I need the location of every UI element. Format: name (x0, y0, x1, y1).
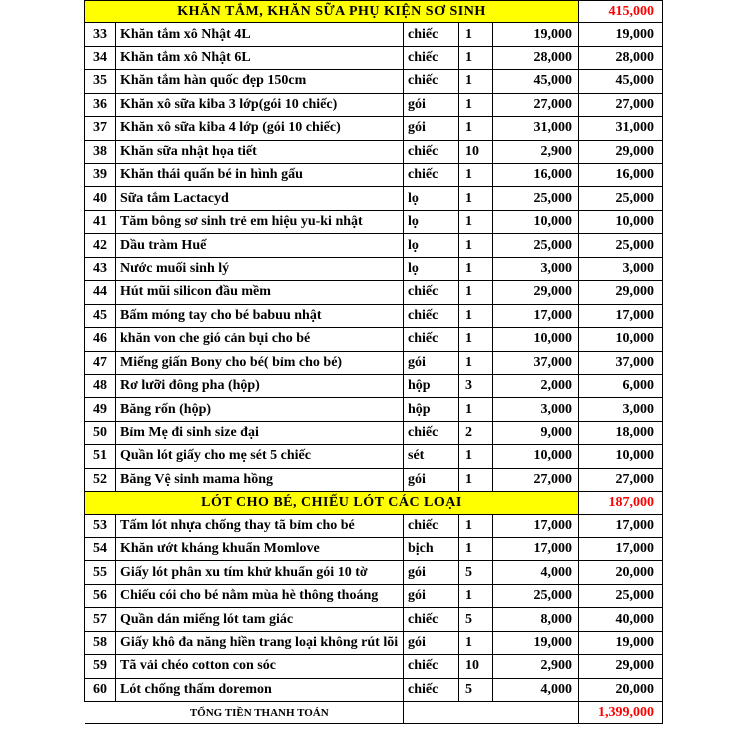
table-row (85, 257, 663, 280)
product-name-cell[interactable]: Khăn thái quấn bé in hình gấu (116, 164, 404, 187)
row-number-cell[interactable]: 50 (85, 421, 116, 444)
unit-price-cell[interactable]: 10,000 (493, 210, 579, 233)
unit-price-cell[interactable]: 25,000 (493, 584, 579, 607)
line-total-cell[interactable]: 29,000 (579, 281, 663, 304)
unit-cell[interactable]: gói (404, 117, 459, 140)
unit-cell[interactable]: chiếc (404, 421, 459, 444)
quantity-cell[interactable]: 1 (459, 631, 493, 654)
quantity-cell[interactable]: 1 (459, 468, 493, 491)
row-number-cell[interactable]: 46 (85, 328, 116, 351)
quantity-cell[interactable]: 1 (459, 584, 493, 607)
table-row (85, 608, 663, 631)
quantity-cell[interactable]: 1 (459, 445, 493, 468)
unit-price-cell[interactable]: 19,000 (493, 631, 579, 654)
section-title[interactable]: LÓT CHO BÉ, CHIẾU LÓT CÁC LOẠI (85, 492, 579, 514)
table-row (85, 304, 663, 327)
grand-total-label[interactable]: TỔNG TIỀN THANH TOÁN (116, 702, 404, 724)
unit-price-cell[interactable]: 16,000 (493, 164, 579, 187)
row-number-cell[interactable]: 44 (85, 281, 116, 304)
quantity-cell[interactable]: 1 (459, 304, 493, 327)
quantity-cell[interactable]: 5 (459, 678, 493, 701)
quantity-cell[interactable]: 5 (459, 608, 493, 631)
unit-cell[interactable]: hộp (404, 374, 459, 397)
product-name-cell[interactable]: Băng rốn (hộp) (116, 398, 404, 421)
product-name-cell[interactable]: Bấm móng tay cho bé babuu nhật (116, 304, 404, 327)
unit-cell[interactable]: chiếc (404, 70, 459, 93)
table-row (85, 537, 663, 560)
section-total[interactable]: 187,000 (579, 492, 663, 514)
unit-cell[interactable]: sét (404, 445, 459, 468)
row-number-cell[interactable]: 40 (85, 187, 116, 210)
line-total-cell[interactable]: 20,000 (579, 678, 663, 701)
quantity-cell[interactable]: 1 (459, 164, 493, 187)
unit-price-cell[interactable]: 2,900 (493, 140, 579, 163)
table-row (85, 374, 663, 397)
product-name-cell[interactable]: Dầu tràm Huế (116, 234, 404, 257)
quantity-cell[interactable]: 1 (459, 46, 493, 69)
line-total-cell[interactable]: 40,000 (579, 608, 663, 631)
unit-cell[interactable]: chiếc (404, 281, 459, 304)
row-number-cell[interactable]: 59 (85, 655, 116, 678)
unit-price-cell[interactable]: 4,000 (493, 561, 579, 584)
unit-price-cell[interactable]: 27,000 (493, 468, 579, 491)
row-number-cell[interactable]: 47 (85, 351, 116, 374)
unit-price-cell[interactable]: 37,000 (493, 351, 579, 374)
unit-cell[interactable]: chiếc (404, 608, 459, 631)
product-name-cell[interactable]: Khăn xô sữa kiba 3 lớp(gói 10 chiếc) (116, 93, 404, 116)
unit-price-cell[interactable]: 10,000 (493, 328, 579, 351)
row-number-cell[interactable]: 53 (85, 514, 116, 537)
grand-total-row (85, 702, 663, 724)
unit-price-cell[interactable]: 25,000 (493, 187, 579, 210)
table-row (85, 514, 663, 537)
section-header (85, 1, 663, 23)
empty-cell[interactable] (404, 702, 459, 724)
table-row (85, 23, 663, 46)
price-table (84, 0, 663, 724)
unit-cell[interactable]: chiếc (404, 655, 459, 678)
quantity-cell[interactable]: 1 (459, 70, 493, 93)
quantity-cell[interactable]: 5 (459, 561, 493, 584)
quantity-cell[interactable]: 1 (459, 23, 493, 46)
product-name-cell[interactable]: Giấy khô đa năng hiền trang loại không rút lõi (116, 631, 404, 654)
unit-price-cell[interactable]: 29,000 (493, 281, 579, 304)
quantity-cell[interactable]: 1 (459, 187, 493, 210)
unit-cell[interactable]: chiếc (404, 328, 459, 351)
row-number-cell[interactable]: 43 (85, 257, 116, 280)
empty-cell[interactable] (85, 702, 116, 724)
unit-cell[interactable]: hộp (404, 398, 459, 421)
unit-price-cell[interactable]: 17,000 (493, 304, 579, 327)
unit-cell[interactable]: lọ (404, 187, 459, 210)
product-name-cell[interactable]: Nước muối sinh lý (116, 257, 404, 280)
unit-cell[interactable]: chiếc (404, 140, 459, 163)
unit-cell[interactable]: chiếc (404, 678, 459, 701)
table-row (85, 140, 663, 163)
product-name-cell[interactable]: Khăn sữa nhật họa tiết (116, 140, 404, 163)
quantity-cell[interactable]: 1 (459, 514, 493, 537)
table-row (85, 164, 663, 187)
unit-price-cell[interactable]: 2,000 (493, 374, 579, 397)
row-number-cell[interactable]: 56 (85, 584, 116, 607)
product-name-cell[interactable]: Bỉm Mẹ đi sinh size đại (116, 421, 404, 444)
row-number-cell[interactable]: 52 (85, 468, 116, 491)
line-total-cell[interactable]: 10,000 (579, 328, 663, 351)
quantity-cell[interactable]: 3 (459, 374, 493, 397)
line-total-cell[interactable]: 3,000 (579, 398, 663, 421)
unit-cell[interactable]: lọ (404, 257, 459, 280)
unit-cell[interactable]: gói (404, 93, 459, 116)
unit-cell[interactable]: bịch (404, 537, 459, 560)
line-total-cell[interactable]: 27,000 (579, 93, 663, 116)
row-number-cell[interactable]: 34 (85, 46, 116, 69)
table-row (85, 421, 663, 444)
unit-cell[interactable]: chiếc (404, 23, 459, 46)
product-name-cell[interactable]: khăn von che gió cản bụi cho bé (116, 328, 404, 351)
line-total-cell[interactable]: 20,000 (579, 561, 663, 584)
unit-cell[interactable]: lọ (404, 210, 459, 233)
product-name-cell[interactable]: Khăn tắm xô Nhật 6L (116, 46, 404, 69)
table-row (85, 46, 663, 69)
table-row (85, 678, 663, 701)
table-row (85, 234, 663, 257)
table-row (85, 210, 663, 233)
unit-price-cell[interactable]: 17,000 (493, 537, 579, 560)
quantity-cell[interactable]: 1 (459, 537, 493, 560)
unit-price-cell[interactable]: 3,000 (493, 398, 579, 421)
product-name-cell[interactable]: Khăn tắm xô Nhật 4L (116, 23, 404, 46)
product-name-cell[interactable]: Khăn ướt kháng khuẩn Momlove (116, 537, 404, 560)
unit-price-cell[interactable]: 9,000 (493, 421, 579, 444)
section-title[interactable]: KHĂN TẮM, KHĂN SỮA PHỤ KIỆN SƠ SINH (85, 1, 579, 23)
line-total-cell[interactable]: 45,000 (579, 70, 663, 93)
table-row (85, 468, 663, 491)
unit-price-cell[interactable]: 2,900 (493, 655, 579, 678)
line-total-cell[interactable]: 25,000 (579, 187, 663, 210)
unit-cell[interactable]: chiếc (404, 304, 459, 327)
product-name-cell[interactable]: Khăn xô sữa kiba 4 lớp (gói 10 chiếc) (116, 117, 404, 140)
line-total-cell[interactable]: 25,000 (579, 584, 663, 607)
row-number-cell[interactable]: 42 (85, 234, 116, 257)
unit-cell[interactable]: gói (404, 561, 459, 584)
unit-price-cell[interactable]: 8,000 (493, 608, 579, 631)
row-number-cell[interactable]: 33 (85, 23, 116, 46)
product-name-cell[interactable]: Băng Vệ sinh mama hồng (116, 468, 404, 491)
unit-cell[interactable]: lọ (404, 234, 459, 257)
line-total-cell[interactable]: 29,000 (579, 140, 663, 163)
grand-total-value[interactable]: 1,399,000 (579, 702, 663, 724)
quantity-cell[interactable]: 1 (459, 93, 493, 116)
product-name-cell[interactable]: Tấm lót nhựa chống thay tã bỉm cho bé (116, 514, 404, 537)
line-total-cell[interactable]: 31,000 (579, 117, 663, 140)
line-total-cell[interactable]: 10,000 (579, 210, 663, 233)
row-number-cell[interactable]: 49 (85, 398, 116, 421)
unit-cell[interactable]: gói (404, 468, 459, 491)
unit-price-cell[interactable]: 3,000 (493, 257, 579, 280)
row-number-cell[interactable]: 36 (85, 93, 116, 116)
quantity-cell[interactable]: 1 (459, 257, 493, 280)
quantity-cell[interactable]: 1 (459, 210, 493, 233)
quantity-cell[interactable]: 1 (459, 281, 493, 304)
row-number-cell[interactable]: 35 (85, 70, 116, 93)
product-name-cell[interactable]: Miếng giấn Bony cho bé( bỉm cho bé) (116, 351, 404, 374)
unit-price-cell[interactable]: 10,000 (493, 445, 579, 468)
unit-cell[interactable]: gói (404, 584, 459, 607)
row-number-cell[interactable]: 51 (85, 445, 116, 468)
quantity-cell[interactable]: 1 (459, 351, 493, 374)
quantity-cell[interactable]: 1 (459, 117, 493, 140)
row-number-cell[interactable]: 48 (85, 374, 116, 397)
table-row (85, 281, 663, 304)
line-total-cell[interactable]: 28,000 (579, 46, 663, 69)
product-name-cell[interactable]: Quần lót giấy cho mẹ sét 5 chiếc (116, 445, 404, 468)
line-total-cell[interactable]: 27,000 (579, 468, 663, 491)
row-number-cell[interactable]: 60 (85, 678, 116, 701)
quantity-cell[interactable]: 1 (459, 234, 493, 257)
table-row (85, 93, 663, 116)
row-number-cell[interactable]: 57 (85, 608, 116, 631)
unit-cell[interactable]: chiếc (404, 46, 459, 69)
line-total-cell[interactable]: 6,000 (579, 374, 663, 397)
row-number-cell[interactable]: 58 (85, 631, 116, 654)
product-name-cell[interactable]: Quần dán miếng lót tam giác (116, 608, 404, 631)
product-name-cell[interactable]: Giấy lót phân xu tím khử khuẩn gói 10 tờ (116, 561, 404, 584)
quantity-cell[interactable]: 2 (459, 421, 493, 444)
unit-cell[interactable]: chiếc (404, 164, 459, 187)
quantity-cell[interactable]: 10 (459, 655, 493, 678)
line-total-cell[interactable]: 3,000 (579, 257, 663, 280)
quantity-cell[interactable]: 10 (459, 140, 493, 163)
row-number-cell[interactable]: 39 (85, 164, 116, 187)
table-row (85, 631, 663, 654)
empty-cell[interactable] (459, 702, 493, 724)
row-number-cell[interactable]: 54 (85, 537, 116, 560)
row-number-cell[interactable]: 45 (85, 304, 116, 327)
section-total[interactable]: 415,000 (579, 1, 663, 23)
quantity-cell[interactable]: 1 (459, 398, 493, 421)
line-total-cell[interactable]: 17,000 (579, 537, 663, 560)
unit-price-cell[interactable]: 19,000 (493, 23, 579, 46)
unit-price-cell[interactable]: 31,000 (493, 117, 579, 140)
line-total-cell[interactable]: 19,000 (579, 23, 663, 46)
unit-cell[interactable]: gói (404, 351, 459, 374)
product-name-cell[interactable]: Lót chống thấm doremon (116, 678, 404, 701)
section-header (85, 492, 663, 514)
table-row (85, 351, 663, 374)
product-name-cell[interactable]: Sữa tắm Lactacyd (116, 187, 404, 210)
unit-price-cell[interactable]: 27,000 (493, 93, 579, 116)
table-row (85, 187, 663, 210)
empty-cell[interactable] (493, 702, 579, 724)
product-name-cell[interactable]: Khăn tắm hàn quốc đẹp 150cm (116, 70, 404, 93)
quantity-cell[interactable]: 1 (459, 328, 493, 351)
table-row (85, 655, 663, 678)
line-total-cell[interactable]: 29,000 (579, 655, 663, 678)
table-row (85, 70, 663, 93)
line-total-cell[interactable]: 17,000 (579, 304, 663, 327)
table-row (85, 398, 663, 421)
row-number-cell[interactable]: 38 (85, 140, 116, 163)
table-row (85, 561, 663, 584)
unit-price-cell[interactable]: 28,000 (493, 46, 579, 69)
line-total-cell[interactable]: 19,000 (579, 631, 663, 654)
line-total-cell[interactable]: 16,000 (579, 164, 663, 187)
table-row (85, 117, 663, 140)
unit-cell[interactable]: chiếc (404, 514, 459, 537)
product-name-cell[interactable]: Tăm bông sơ sinh trẻ em hiệu yu-ki nhật (116, 210, 404, 233)
product-name-cell[interactable]: Tã vải chéo cotton con sóc (116, 655, 404, 678)
table-row (85, 445, 663, 468)
row-number-cell[interactable]: 41 (85, 210, 116, 233)
table-row (85, 328, 663, 351)
table-row (85, 584, 663, 607)
unit-price-cell[interactable]: 17,000 (493, 514, 579, 537)
line-total-cell[interactable]: 10,000 (579, 445, 663, 468)
unit-price-cell[interactable]: 25,000 (493, 234, 579, 257)
line-total-cell[interactable]: 37,000 (579, 351, 663, 374)
row-number-cell[interactable]: 37 (85, 117, 116, 140)
line-total-cell[interactable]: 17,000 (579, 514, 663, 537)
line-total-cell[interactable]: 18,000 (579, 421, 663, 444)
product-name-cell[interactable]: Hút mũi silicon đầu mềm (116, 281, 404, 304)
unit-price-cell[interactable]: 4,000 (493, 678, 579, 701)
product-name-cell[interactable]: Chiếu cói cho bé nằm mùa hè thông thoáng (116, 584, 404, 607)
row-number-cell[interactable]: 55 (85, 561, 116, 584)
product-name-cell[interactable]: Rơ lưỡi đông pha (hộp) (116, 374, 404, 397)
unit-cell[interactable]: gói (404, 631, 459, 654)
line-total-cell[interactable]: 25,000 (579, 234, 663, 257)
unit-price-cell[interactable]: 45,000 (493, 70, 579, 93)
